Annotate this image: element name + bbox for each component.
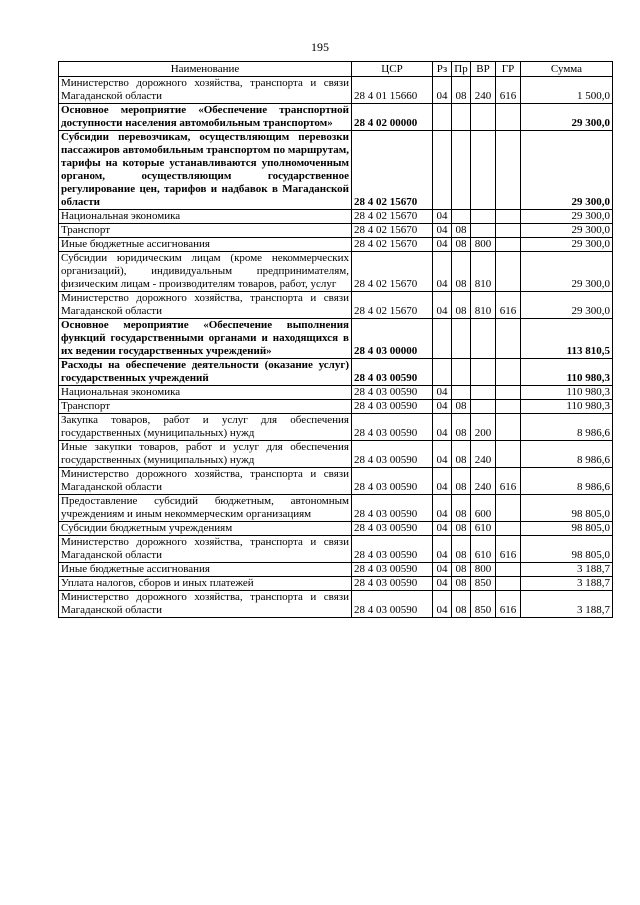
- row-gr-cell: 616: [496, 292, 521, 319]
- row-gr-cell: [496, 495, 521, 522]
- column-header-csr: ЦСР: [352, 62, 433, 77]
- row-vr-cell: 800: [471, 563, 496, 577]
- row-pr-cell: 08: [452, 577, 471, 591]
- row-vr-cell: [471, 104, 496, 131]
- row-name-cell: Предоставление субсидий бюджетным, автономным учреждениям и иным некоммерческим организациям: [59, 495, 352, 522]
- row-gr-cell: 616: [496, 536, 521, 563]
- row-gr-cell: [496, 414, 521, 441]
- row-rz-cell: 04: [433, 386, 452, 400]
- row-gr-cell: [496, 131, 521, 210]
- row-gr-cell: [496, 563, 521, 577]
- table-row: [59, 292, 613, 319]
- row-name-cell: Министерство дорожного хозяйства, транспорта и связи Магаданской области: [59, 536, 352, 563]
- table-row: [59, 131, 613, 210]
- row-name-cell: Национальная экономика: [59, 210, 352, 224]
- row-sum-cell: 110 980,3: [521, 400, 613, 414]
- row-rz-cell: [433, 131, 452, 210]
- row-csr-cell: 28 4 03 00590: [352, 536, 433, 563]
- table-header-row: [59, 62, 613, 77]
- row-name-cell: Министерство дорожного хозяйства, транспорта и связи Магаданской области: [59, 292, 352, 319]
- row-rz-cell: 04: [433, 224, 452, 238]
- row-pr-cell: [452, 359, 471, 386]
- row-sum-cell: 29 300,0: [521, 104, 613, 131]
- row-pr-cell: 08: [452, 224, 471, 238]
- row-pr-cell: 08: [452, 563, 471, 577]
- row-gr-cell: [496, 577, 521, 591]
- row-name-cell: Иные закупки товаров, работ и услуг для обеспечения государственных (муниципальных) нужд: [59, 441, 352, 468]
- row-gr-cell: [496, 386, 521, 400]
- row-pr-cell: 08: [452, 468, 471, 495]
- row-gr-cell: [496, 400, 521, 414]
- table-row: [59, 522, 613, 536]
- row-vr-cell: [471, 131, 496, 210]
- row-gr-cell: [496, 359, 521, 386]
- row-rz-cell: 04: [433, 536, 452, 563]
- row-name-cell: Уплата налогов, сборов и иных платежей: [59, 577, 352, 591]
- row-csr-cell: 28 4 02 15670: [352, 238, 433, 252]
- row-gr-cell: [496, 224, 521, 238]
- row-sum-cell: 98 805,0: [521, 495, 613, 522]
- row-pr-cell: 08: [452, 400, 471, 414]
- row-csr-cell: 28 4 03 00000: [352, 319, 433, 359]
- row-csr-cell: 28 4 02 15670: [352, 224, 433, 238]
- table-row: [59, 224, 613, 238]
- table-row: [59, 468, 613, 495]
- row-pr-cell: 08: [452, 522, 471, 536]
- row-rz-cell: 04: [433, 591, 452, 618]
- row-rz-cell: [433, 359, 452, 386]
- row-vr-cell: [471, 359, 496, 386]
- row-sum-cell: 3 188,7: [521, 563, 613, 577]
- table-row: [59, 577, 613, 591]
- row-pr-cell: [452, 131, 471, 210]
- table-row: [59, 563, 613, 577]
- table-row: [59, 400, 613, 414]
- column-header-pr: Пр: [452, 62, 471, 77]
- row-gr-cell: [496, 522, 521, 536]
- row-sum-cell: 3 188,7: [521, 577, 613, 591]
- table-row: [59, 104, 613, 131]
- column-header-name: Наименование: [59, 62, 352, 77]
- row-sum-cell: 29 300,0: [521, 131, 613, 210]
- row-pr-cell: 08: [452, 414, 471, 441]
- row-csr-cell: 28 4 03 00590: [352, 522, 433, 536]
- row-csr-cell: 28 4 03 00590: [352, 386, 433, 400]
- table-row: [59, 77, 613, 104]
- row-rz-cell: 04: [433, 292, 452, 319]
- row-name-cell: Основное мероприятие «Обеспечение выполнения функций государственными органами и находящихся в их ведении государственных учреждений»: [59, 319, 352, 359]
- table-row: [59, 238, 613, 252]
- table-row: [59, 441, 613, 468]
- row-vr-cell: 800: [471, 238, 496, 252]
- row-pr-cell: 08: [452, 441, 471, 468]
- row-pr-cell: 08: [452, 591, 471, 618]
- row-vr-cell: 810: [471, 292, 496, 319]
- row-rz-cell: [433, 319, 452, 359]
- row-name-cell: Транспорт: [59, 400, 352, 414]
- table-row: [59, 386, 613, 400]
- row-vr-cell: 610: [471, 536, 496, 563]
- row-rz-cell: 04: [433, 238, 452, 252]
- row-pr-cell: [452, 104, 471, 131]
- row-vr-cell: 810: [471, 252, 496, 292]
- row-vr-cell: 240: [471, 77, 496, 104]
- row-vr-cell: 240: [471, 468, 496, 495]
- row-sum-cell: 98 805,0: [521, 536, 613, 563]
- row-csr-cell: 28 4 02 15670: [352, 292, 433, 319]
- row-pr-cell: 08: [452, 77, 471, 104]
- row-gr-cell: [496, 252, 521, 292]
- row-sum-cell: 29 300,0: [521, 238, 613, 252]
- row-gr-cell: 616: [496, 591, 521, 618]
- row-csr-cell: 28 4 02 15670: [352, 252, 433, 292]
- row-sum-cell: 1 500,0: [521, 77, 613, 104]
- row-name-cell: Иные бюджетные ассигнования: [59, 238, 352, 252]
- row-pr-cell: 08: [452, 495, 471, 522]
- row-pr-cell: 08: [452, 252, 471, 292]
- row-pr-cell: 08: [452, 292, 471, 319]
- row-sum-cell: 29 300,0: [521, 252, 613, 292]
- row-gr-cell: [496, 210, 521, 224]
- row-vr-cell: [471, 319, 496, 359]
- row-sum-cell: 110 980,3: [521, 359, 613, 386]
- table-row: [59, 495, 613, 522]
- row-sum-cell: 98 805,0: [521, 522, 613, 536]
- row-name-cell: Субсидии юридическим лицам (кроме некоммерческих организаций), индивидуальным предпринимателям, физическим лицам - производителям товаров, работ, услуг: [59, 252, 352, 292]
- row-rz-cell: 04: [433, 468, 452, 495]
- row-gr-cell: 616: [496, 77, 521, 104]
- row-pr-cell: 08: [452, 536, 471, 563]
- row-csr-cell: 28 4 03 00590: [352, 400, 433, 414]
- table-body: [59, 77, 613, 618]
- table-row: [59, 414, 613, 441]
- row-name-cell: Министерство дорожного хозяйства, транспорта и связи Магаданской области: [59, 77, 352, 104]
- row-sum-cell: 29 300,0: [521, 210, 613, 224]
- row-rz-cell: 04: [433, 252, 452, 292]
- row-rz-cell: 04: [433, 210, 452, 224]
- row-rz-cell: [433, 104, 452, 131]
- row-sum-cell: 8 986,6: [521, 414, 613, 441]
- row-sum-cell: 110 980,3: [521, 386, 613, 400]
- row-gr-cell: [496, 104, 521, 131]
- row-name-cell: Министерство дорожного хозяйства, транспорта и связи Магаданской области: [59, 468, 352, 495]
- table-row: [59, 591, 613, 618]
- row-sum-cell: 8 986,6: [521, 468, 613, 495]
- column-header-sum: Сумма: [521, 62, 613, 77]
- row-vr-cell: 850: [471, 591, 496, 618]
- row-csr-cell: 28 4 03 00590: [352, 359, 433, 386]
- row-gr-cell: 616: [496, 468, 521, 495]
- row-name-cell: Закупка товаров, работ и услуг для обеспечения государственных (муниципальных) нужд: [59, 414, 352, 441]
- row-vr-cell: [471, 224, 496, 238]
- column-header-rz: Рз: [433, 62, 452, 77]
- row-rz-cell: 04: [433, 400, 452, 414]
- row-sum-cell: 113 810,5: [521, 319, 613, 359]
- row-name-cell: Расходы на обеспечение деятельности (оказание услуг) государственных учреждений: [59, 359, 352, 386]
- row-vr-cell: 850: [471, 577, 496, 591]
- row-sum-cell: 3 188,7: [521, 591, 613, 618]
- table-row: [59, 536, 613, 563]
- table-row: [59, 359, 613, 386]
- row-csr-cell: 28 4 03 00590: [352, 414, 433, 441]
- column-header-gr: ГР: [496, 62, 521, 77]
- table-row: [59, 210, 613, 224]
- row-rz-cell: 04: [433, 495, 452, 522]
- row-gr-cell: [496, 319, 521, 359]
- row-rz-cell: 04: [433, 441, 452, 468]
- row-csr-cell: 28 4 03 00590: [352, 563, 433, 577]
- row-pr-cell: [452, 210, 471, 224]
- row-vr-cell: [471, 210, 496, 224]
- row-name-cell: Основное мероприятие «Обеспечение транспортной доступности населения автомобильным транспортом»: [59, 104, 352, 131]
- row-name-cell: Субсидии перевозчикам, осуществляющим перевозки пассажиров автомобильным транспортом по маршрутам, тарифы на которые устанавливаются уполномоченным органом, осуществляющим государственное регулирование цен, тарифов и надбавок в Магаданской области: [59, 131, 352, 210]
- row-csr-cell: 28 4 02 15670: [352, 210, 433, 224]
- row-name-cell: Транспорт: [59, 224, 352, 238]
- row-csr-cell: 28 4 02 15670: [352, 131, 433, 210]
- column-header-vr: ВР: [471, 62, 496, 77]
- row-rz-cell: 04: [433, 77, 452, 104]
- row-sum-cell: 29 300,0: [521, 224, 613, 238]
- row-vr-cell: [471, 386, 496, 400]
- row-csr-cell: 28 4 01 15660: [352, 77, 433, 104]
- row-vr-cell: [471, 400, 496, 414]
- row-gr-cell: [496, 238, 521, 252]
- row-sum-cell: 8 986,6: [521, 441, 613, 468]
- row-name-cell: Субсидии бюджетным учреждениям: [59, 522, 352, 536]
- row-vr-cell: 610: [471, 522, 496, 536]
- row-gr-cell: [496, 441, 521, 468]
- row-vr-cell: 600: [471, 495, 496, 522]
- budget-table: [58, 61, 613, 618]
- row-rz-cell: 04: [433, 563, 452, 577]
- row-pr-cell: [452, 386, 471, 400]
- row-rz-cell: 04: [433, 522, 452, 536]
- page-number: 195: [311, 40, 329, 54]
- row-pr-cell: 08: [452, 238, 471, 252]
- row-pr-cell: [452, 319, 471, 359]
- row-csr-cell: 28 4 03 00590: [352, 468, 433, 495]
- row-vr-cell: 200: [471, 414, 496, 441]
- row-csr-cell: 28 4 03 00590: [352, 441, 433, 468]
- row-rz-cell: 04: [433, 414, 452, 441]
- row-csr-cell: 28 4 03 00590: [352, 577, 433, 591]
- row-csr-cell: 28 4 02 00000: [352, 104, 433, 131]
- row-csr-cell: 28 4 03 00590: [352, 591, 433, 618]
- table-row: [59, 252, 613, 292]
- row-sum-cell: 29 300,0: [521, 292, 613, 319]
- row-csr-cell: 28 4 03 00590: [352, 495, 433, 522]
- row-name-cell: Иные бюджетные ассигнования: [59, 563, 352, 577]
- row-rz-cell: 04: [433, 577, 452, 591]
- row-vr-cell: 240: [471, 441, 496, 468]
- row-name-cell: Национальная экономика: [59, 386, 352, 400]
- row-name-cell: Министерство дорожного хозяйства, транспорта и связи Магаданской области: [59, 591, 352, 618]
- table-row: [59, 319, 613, 359]
